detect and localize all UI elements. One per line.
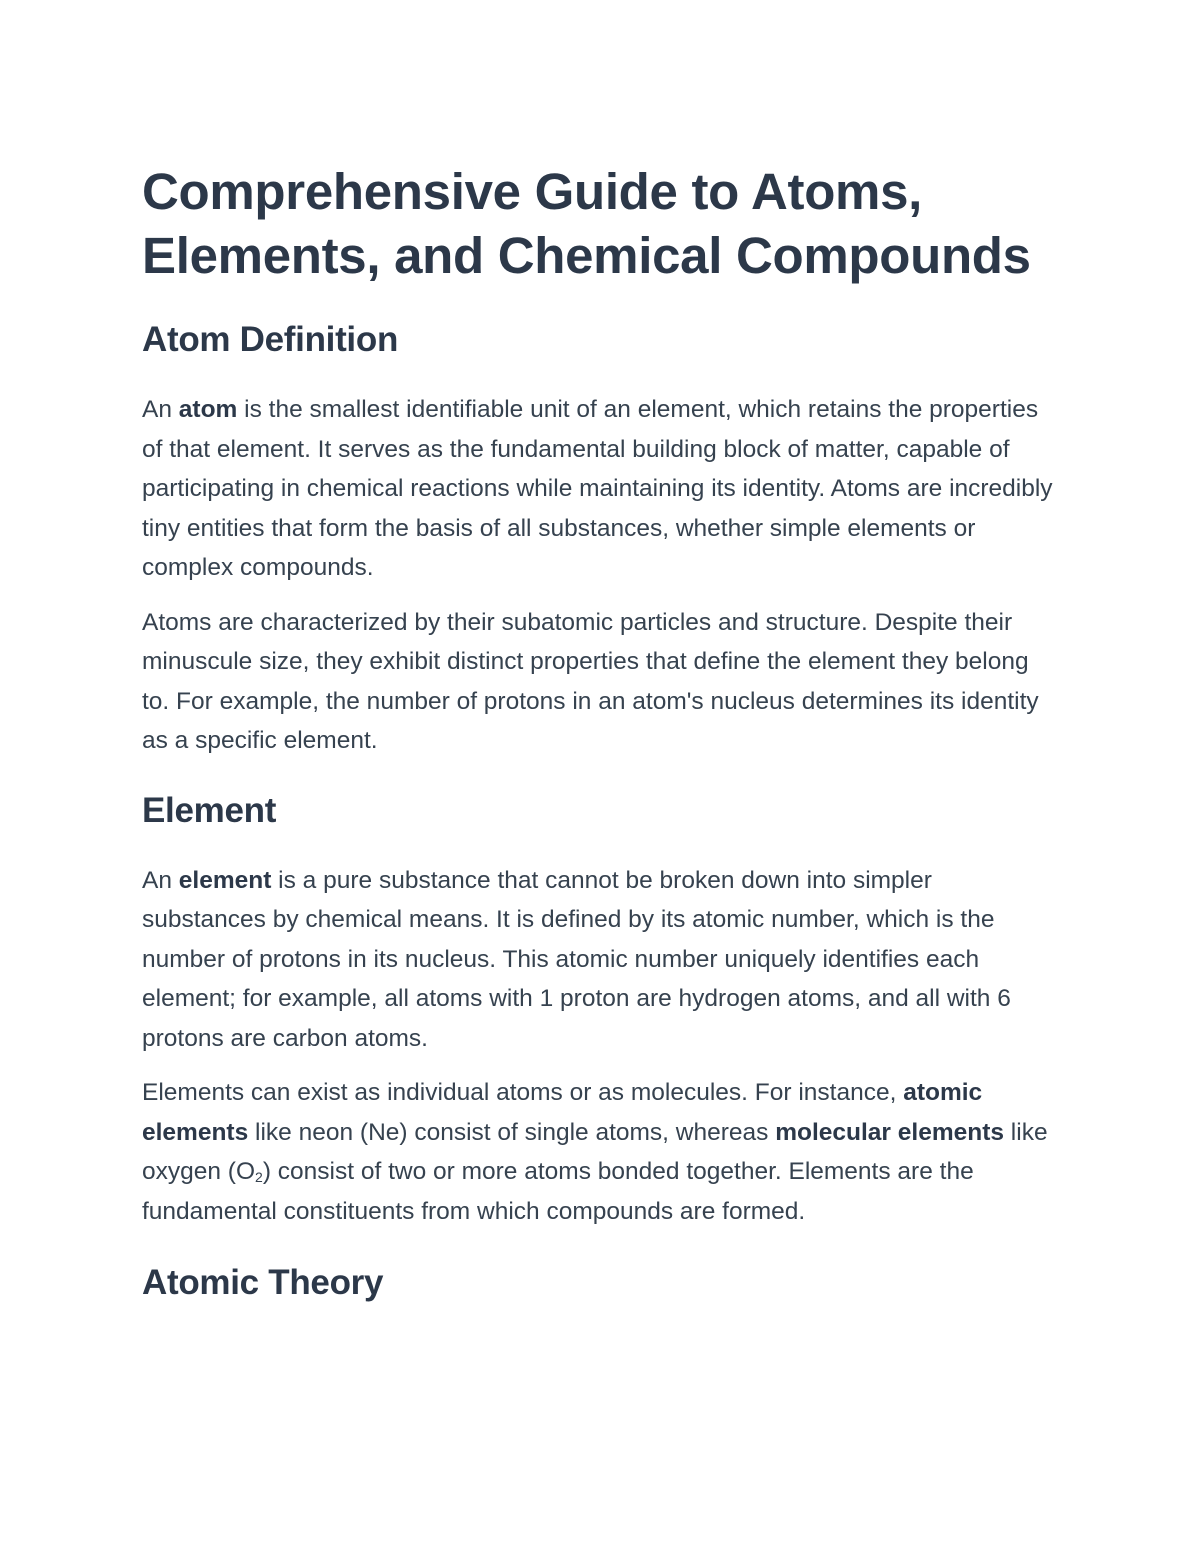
paragraph-text: ) consist of two or more atoms bonded together. Elements are the fundamental constituents from which compounds are formed. xyxy=(142,1158,974,1225)
paragraph-element-2 xyxy=(142,1073,1062,1231)
section-heading-atomic-theory: Atomic Theory xyxy=(142,1263,384,1302)
paragraph-atom-definition-2 xyxy=(142,603,1062,761)
document-page xyxy=(142,160,1062,1305)
section-heading-element: Element xyxy=(142,790,277,830)
paragraph-element-1 xyxy=(142,861,1062,1059)
paragraph-atom-definition-1 xyxy=(142,390,1062,588)
paragraph-text: Atoms are characterized by their subatomic particles and structure. Despite their minuscule size, they exhibit distinct properties that define the element they belong to. For example, the number of protons in an atom's nucleus determines its identity as a specific element. xyxy=(142,608,1039,754)
bold-term-atomic-elements: atomic elements xyxy=(142,1079,983,1146)
paragraph-text: is the smallest identifiable unit of an element, which retains the properties of that element. It serves as the fundamental building block of matter, capable of participating in chemical reactions while maintaining its identity. Atoms are incredibly tiny entities that form the basis of all substances, whether simple elements or complex compounds. xyxy=(142,396,1053,581)
section-heading-atom-definition: Atom Definition xyxy=(142,320,399,359)
paragraph-text: is a pure substance that cannot be broken down into simpler substances by chemical means. It is defined by its atomic number, which is the number of protons in its nucleus. This atomic number uniquely identifies each element; for example, all atoms with 1 proton are hydrogen atoms, and all with 6 protons are carbon atoms. xyxy=(142,866,1011,1052)
bold-term-atom: atom xyxy=(178,396,238,423)
paragraph-text: like neon (Ne) consist of single atoms, whereas xyxy=(248,1118,776,1146)
bold-term-molecular-elements: molecular elements xyxy=(775,1118,1004,1146)
paragraph-text: Elements can exist as individual atoms or as molecules. For instance, xyxy=(142,1079,904,1106)
bold-term-element: element xyxy=(178,866,272,894)
paragraph-text: An xyxy=(142,866,179,894)
subscript: 2 xyxy=(255,1169,263,1185)
paragraph-text: An xyxy=(142,396,179,423)
paragraph-text: like oxygen (O xyxy=(142,1118,1048,1185)
document-title: Comprehensive Guide to Atoms, Elements, and Chemical Compounds xyxy=(142,163,1031,284)
